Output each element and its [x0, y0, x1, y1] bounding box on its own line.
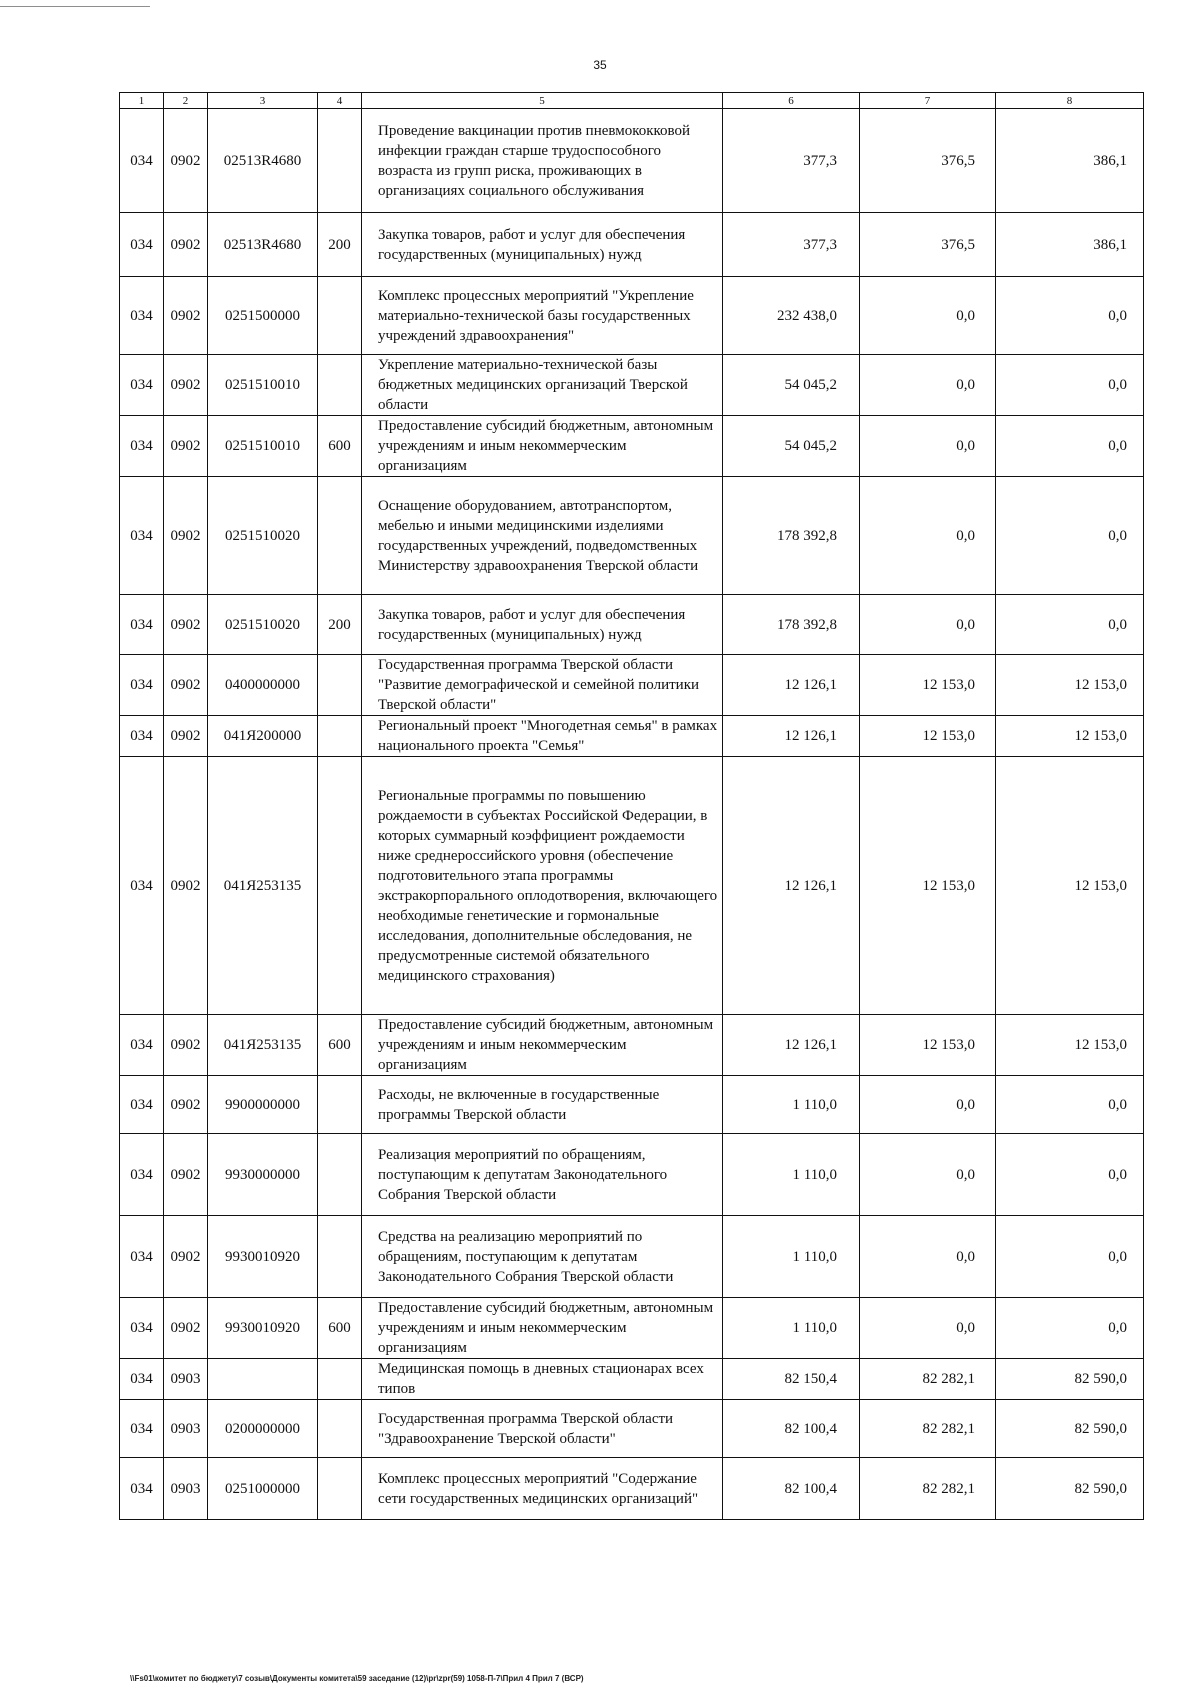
amount-cell: 1 110,0: [723, 1298, 860, 1359]
amount-cell: 1 110,0: [723, 1216, 860, 1298]
amount-cell: 0,0: [996, 355, 1144, 416]
admin-code-cell: 034: [120, 1400, 164, 1458]
section-code-cell: 0902: [164, 655, 208, 716]
section-code-cell: 0902: [164, 355, 208, 416]
admin-code-cell: 034: [120, 1216, 164, 1298]
table-row: [120, 355, 1144, 416]
description-cell: Региональный проект "Многодетная семья" в рамках национального проекта "Семья": [362, 716, 723, 757]
amount-cell: 0,0: [860, 277, 996, 355]
description-cell: Комплекс процессных мероприятий "Укрепление материально-технической базы государственных учреждений здравоохранения": [362, 277, 723, 355]
amount-cell: 12 153,0: [860, 716, 996, 757]
target-article-cell: 0200000000: [208, 1400, 318, 1458]
expense-type-cell: [318, 355, 362, 416]
expense-type-cell: 600: [318, 416, 362, 477]
amount-cell: 12 126,1: [723, 716, 860, 757]
expense-type-cell: [318, 1076, 362, 1134]
amount-cell: 82 590,0: [996, 1458, 1144, 1520]
section-code-cell: 0903: [164, 1458, 208, 1520]
column-header: 4: [318, 93, 362, 109]
description-cell: Предоставление субсидий бюджетным, автономным учреждениям и иным некоммерческим организациям: [362, 1298, 723, 1359]
section-code-cell: 0902: [164, 716, 208, 757]
description-cell: Предоставление субсидий бюджетным, автономным учреждениям и иным некоммерческим организациям: [362, 1015, 723, 1076]
amount-cell: 82 282,1: [860, 1458, 996, 1520]
expense-type-cell: 600: [318, 1015, 362, 1076]
amount-cell: 376,5: [860, 213, 996, 277]
amount-cell: 0,0: [860, 355, 996, 416]
target-article-cell: 041Я253135: [208, 757, 318, 1015]
target-article-cell: 0251510020: [208, 477, 318, 595]
target-article-cell: 9930010920: [208, 1298, 318, 1359]
amount-cell: 377,3: [723, 109, 860, 213]
description-cell: Закупка товаров, работ и услуг для обеспечения государственных (муниципальных) нужд: [362, 595, 723, 655]
amount-cell: 12 153,0: [860, 655, 996, 716]
admin-code-cell: 034: [120, 1076, 164, 1134]
section-code-cell: 0902: [164, 416, 208, 477]
amount-cell: 0,0: [996, 1134, 1144, 1216]
amount-cell: 82 590,0: [996, 1400, 1144, 1458]
target-article-cell: 0251510010: [208, 416, 318, 477]
expense-type-cell: [318, 716, 362, 757]
description-cell: Медицинская помощь в дневных стационарах всех типов: [362, 1359, 723, 1400]
table-row: [120, 757, 1144, 1015]
expense-type-cell: [318, 477, 362, 595]
admin-code-cell: 034: [120, 1134, 164, 1216]
amount-cell: 54 045,2: [723, 355, 860, 416]
target-article-cell: [208, 1359, 318, 1400]
section-code-cell: 0903: [164, 1359, 208, 1400]
description-cell: Государственная программа Тверской области "Здравоохранение Тверской области": [362, 1400, 723, 1458]
amount-cell: 377,3: [723, 213, 860, 277]
section-code-cell: 0902: [164, 757, 208, 1015]
amount-cell: 0,0: [996, 477, 1144, 595]
amount-cell: 0,0: [996, 595, 1144, 655]
admin-code-cell: 034: [120, 757, 164, 1015]
target-article-cell: 9900000000: [208, 1076, 318, 1134]
column-header: 7: [860, 93, 996, 109]
table-row: [120, 716, 1144, 757]
admin-code-cell: 034: [120, 477, 164, 595]
section-code-cell: 0902: [164, 213, 208, 277]
table-row: [120, 477, 1144, 595]
admin-code-cell: 034: [120, 655, 164, 716]
amount-cell: 0,0: [860, 477, 996, 595]
expense-type-cell: 200: [318, 213, 362, 277]
description-cell: Региональные программы по повышению рождаемости в субъектах Российской Федерации, в которых суммарный коэффициент рождаемости ниже среднероссийского уровня (обеспечение подготовительного этапа программы экстракорпорального оплодотворения, включающего необходимые генетические и гормональные исследования, дополнительные обследования, не предусмотренные системой обязательного медицинского страхования): [362, 757, 723, 1015]
file-path-footer: \\Fs01\комитет по бюджету\7 созыв\Документы комитета\59 заседание (12)\pr\zpr(59) 1058-П-7\Прил 4 Прил 7 (ВСР): [130, 1674, 584, 1683]
target-article-cell: 0400000000: [208, 655, 318, 716]
description-cell: Оснащение оборудованием, автотранспортом, мебелью и иными медицинскими изделиями государственных учреждений, подведомственных Министерству здравоохранения Тверской области: [362, 477, 723, 595]
amount-cell: 12 153,0: [860, 1015, 996, 1076]
expense-type-cell: [318, 277, 362, 355]
expense-type-cell: [318, 1400, 362, 1458]
expense-type-cell: 600: [318, 1298, 362, 1359]
section-code-cell: 0902: [164, 1134, 208, 1216]
description-cell: Предоставление субсидий бюджетным, автономным учреждениям и иным некоммерческим организациям: [362, 416, 723, 477]
target-article-cell: 02513R4680: [208, 213, 318, 277]
admin-code-cell: 034: [120, 277, 164, 355]
amount-cell: 376,5: [860, 109, 996, 213]
section-code-cell: 0902: [164, 1015, 208, 1076]
admin-code-cell: 034: [120, 213, 164, 277]
column-header: 6: [723, 93, 860, 109]
admin-code-cell: 034: [120, 1015, 164, 1076]
target-article-cell: 041Я253135: [208, 1015, 318, 1076]
expense-type-cell: [318, 1134, 362, 1216]
amount-cell: 12 126,1: [723, 655, 860, 716]
table-row: [120, 1400, 1144, 1458]
amount-cell: 0,0: [860, 1076, 996, 1134]
amount-cell: 12 126,1: [723, 1015, 860, 1076]
page-number: 35: [593, 58, 607, 72]
section-code-cell: 0903: [164, 1400, 208, 1458]
target-article-cell: 9930000000: [208, 1134, 318, 1216]
expense-type-cell: [318, 1216, 362, 1298]
expense-type-cell: [318, 1458, 362, 1520]
amount-cell: 178 392,8: [723, 477, 860, 595]
amount-cell: 12 153,0: [860, 757, 996, 1015]
section-code-cell: 0902: [164, 109, 208, 213]
scan-artifact-line: [0, 6, 150, 7]
target-article-cell: 02513R4680: [208, 109, 318, 213]
section-code-cell: 0902: [164, 1076, 208, 1134]
section-code-cell: 0902: [164, 277, 208, 355]
column-header: 3: [208, 93, 318, 109]
table-body: [120, 93, 1144, 1520]
description-cell: Укрепление материально-технической базы бюджетных медицинских организаций Тверской области: [362, 355, 723, 416]
table-row: [120, 1216, 1144, 1298]
section-code-cell: 0902: [164, 477, 208, 595]
amount-cell: 54 045,2: [723, 416, 860, 477]
table-row: [120, 416, 1144, 477]
admin-code-cell: 034: [120, 716, 164, 757]
admin-code-cell: 034: [120, 416, 164, 477]
description-cell: Комплекс процессных мероприятий "Содержание сети государственных медицинских организаций": [362, 1458, 723, 1520]
table-row: [120, 1298, 1144, 1359]
amount-cell: 232 438,0: [723, 277, 860, 355]
section-code-cell: 0902: [164, 1216, 208, 1298]
table-row: [120, 655, 1144, 716]
expense-type-cell: [318, 757, 362, 1015]
description-cell: Закупка товаров, работ и услуг для обеспечения государственных (муниципальных) нужд: [362, 213, 723, 277]
amount-cell: 178 392,8: [723, 595, 860, 655]
amount-cell: 0,0: [860, 416, 996, 477]
amount-cell: 82 282,1: [860, 1359, 996, 1400]
amount-cell: 0,0: [860, 1216, 996, 1298]
target-article-cell: 9930010920: [208, 1216, 318, 1298]
column-header: 8: [996, 93, 1144, 109]
amount-cell: 1 110,0: [723, 1134, 860, 1216]
expense-type-cell: [318, 655, 362, 716]
amount-cell: 12 153,0: [996, 1015, 1144, 1076]
table-row: [120, 1458, 1144, 1520]
amount-cell: 82 100,4: [723, 1458, 860, 1520]
column-number-row: [120, 93, 1144, 109]
description-cell: Средства на реализацию мероприятий по обращениям, поступающим к депутатам Законодательного Собрания Тверской области: [362, 1216, 723, 1298]
target-article-cell: 041Я200000: [208, 716, 318, 757]
amount-cell: 0,0: [860, 1134, 996, 1216]
amount-cell: 12 153,0: [996, 716, 1144, 757]
section-code-cell: 0902: [164, 1298, 208, 1359]
amount-cell: 386,1: [996, 213, 1144, 277]
description-cell: Расходы, не включенные в государственные программы Тверской области: [362, 1076, 723, 1134]
table-row: [120, 595, 1144, 655]
amount-cell: 82 282,1: [860, 1400, 996, 1458]
amount-cell: 82 590,0: [996, 1359, 1144, 1400]
budget-table: [119, 92, 1144, 1520]
table-row: [120, 1015, 1144, 1076]
table-row: [120, 277, 1144, 355]
amount-cell: 0,0: [996, 1076, 1144, 1134]
description-cell: Проведение вакцинации против пневмококковой инфекции граждан старше трудоспособного возраста из групп риска, проживающих в организациях социального обслуживания: [362, 109, 723, 213]
amount-cell: 12 153,0: [996, 655, 1144, 716]
expense-type-cell: 200: [318, 595, 362, 655]
table-row: [120, 1359, 1144, 1400]
admin-code-cell: 034: [120, 1359, 164, 1400]
amount-cell: 0,0: [996, 1298, 1144, 1359]
amount-cell: 386,1: [996, 109, 1144, 213]
amount-cell: 0,0: [860, 1298, 996, 1359]
amount-cell: 0,0: [996, 1216, 1144, 1298]
table-row: [120, 109, 1144, 213]
description-cell: Реализация мероприятий по обращениям, поступающим к депутатам Законодательного Собрания Тверской области: [362, 1134, 723, 1216]
amount-cell: 12 153,0: [996, 757, 1144, 1015]
amount-cell: 82 150,4: [723, 1359, 860, 1400]
section-code-cell: 0902: [164, 595, 208, 655]
amount-cell: 82 100,4: [723, 1400, 860, 1458]
amount-cell: 0,0: [860, 595, 996, 655]
amount-cell: 0,0: [996, 277, 1144, 355]
column-header: 5: [362, 93, 723, 109]
amount-cell: 1 110,0: [723, 1076, 860, 1134]
table-row: [120, 1076, 1144, 1134]
target-article-cell: 0251510010: [208, 355, 318, 416]
expense-type-cell: [318, 1359, 362, 1400]
target-article-cell: 0251000000: [208, 1458, 318, 1520]
table-row: [120, 213, 1144, 277]
admin-code-cell: 034: [120, 1298, 164, 1359]
column-header: 2: [164, 93, 208, 109]
amount-cell: 0,0: [996, 416, 1144, 477]
target-article-cell: 0251500000: [208, 277, 318, 355]
admin-code-cell: 034: [120, 355, 164, 416]
admin-code-cell: 034: [120, 595, 164, 655]
column-header: 1: [120, 93, 164, 109]
expense-type-cell: [318, 109, 362, 213]
target-article-cell: 0251510020: [208, 595, 318, 655]
admin-code-cell: 034: [120, 1458, 164, 1520]
description-cell: Государственная программа Тверской области "Развитие демографической и семейной политики Тверской области": [362, 655, 723, 716]
admin-code-cell: 034: [120, 109, 164, 213]
amount-cell: 12 126,1: [723, 757, 860, 1015]
table-row: [120, 1134, 1144, 1216]
